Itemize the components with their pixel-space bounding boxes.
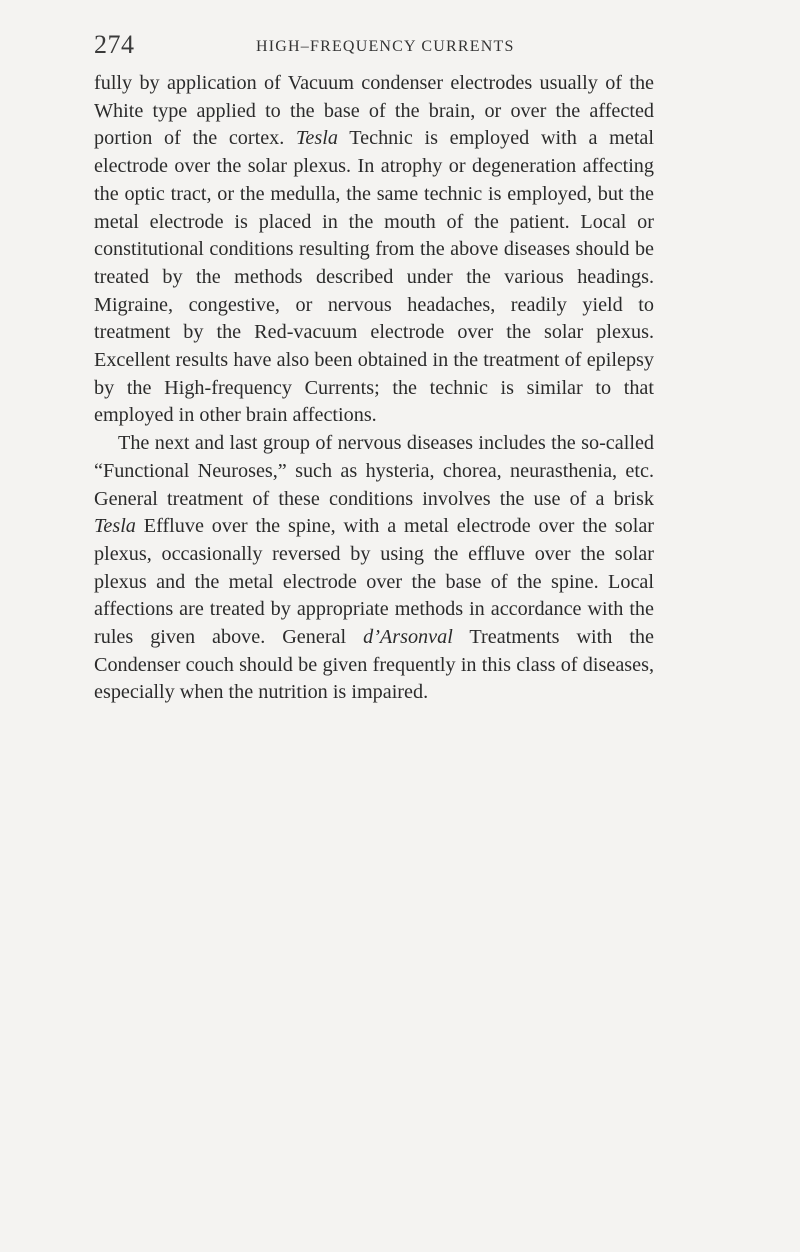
text-segment: fully by application of Vacuum condenser electrodes usually of the White type applied to the base of the brain, or over the affected portion of the cortex. [94,72,654,150]
paragraph-1 [94,70,654,430]
paragraph-2 [94,430,654,707]
text-segment: The next and last group of nervous diseases includes the so-called “Functional Neuroses,” such as hysteria, chorea, neurasthenia, etc. General treatment of these conditions involves the use of a brisk [94,432,654,510]
running-head: HIGH–FREQUENCY CURRENTS [256,38,515,55]
text-segment: Effluve over the spine, with a metal electrode over the solar plexus, occasionally reversed by using the effluve over the solar plexus and the metal electrode over the base of the spine. Local affections are treated by appropriate methods in accordance with the rules given above. General [94,515,654,649]
text-segment: Technic is employed with a metal electrode over the solar plexus. In atrophy or degeneration affecting the optic tract, or the medulla, the same technic is employed, but the metal electrode is placed in the mouth of the patient. Local or constitutional conditions resulting from the above diseases should be treated by the methods described under the various headings. Migraine, congestive, or nervous headaches, readily yield to treatment by the Red-vacuum electrode over the solar plexus. Excellent results have also been obtained in the treatment of epilepsy by the High-frequency Currents; the technic is similar to that employed in other brain affections. [94,127,655,427]
body-text [94,70,654,707]
page-number: 274 [94,30,135,59]
italic-term: Tesla [296,127,338,150]
page-header [94,30,654,62]
italic-term: Tesla [94,515,136,538]
italic-term: d’Arsonval [363,626,453,649]
text-segment: Treatments with the Condenser couch should be given frequently in this class of diseases, especially when the nutrition is impaired. [94,626,654,704]
